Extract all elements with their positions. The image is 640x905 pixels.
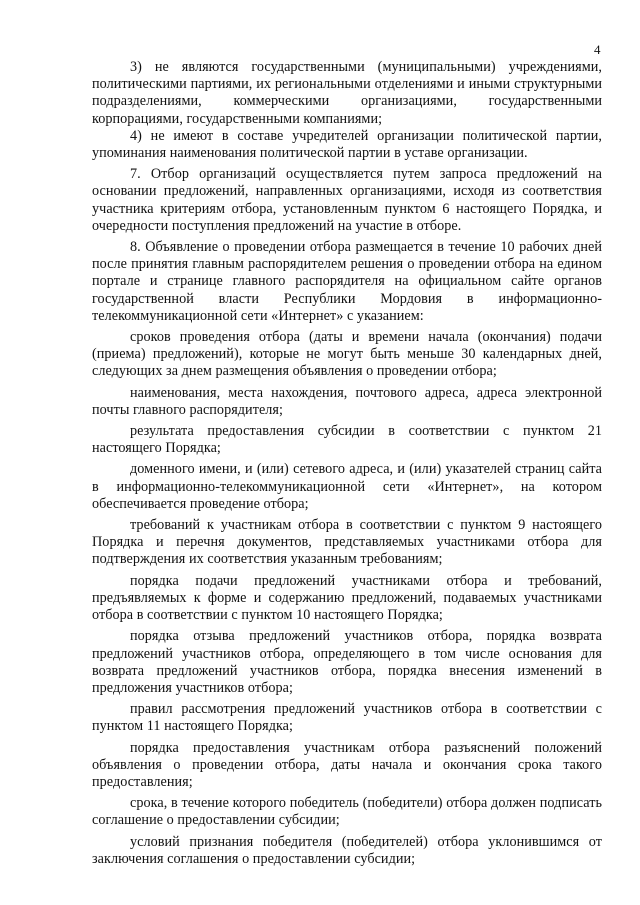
paragraph-clause-7: 7. Отбор организаций осуществляется путем запроса предложений на основании предложений, направленных организациями, исходя из соответствия участника критериям отбора, установленным пунктом 6 настоящего Порядка, и очередности поступления предложений на участие в отборе. [92,166,602,234]
list-item-contacts: наименования, места нахождения, почтового адреса, адреса электронной почты главного распорядителя; [92,384,602,418]
list-item-review-rules: правил рассмотрения предложений участников отбора в соответствии с пунктом 11 настоящего Порядка; [92,701,602,735]
document-body [92,59,602,868]
page-number: 4 [594,42,601,57]
paragraph-clause-8: 8. Объявление о проведении отбора размещается в течение 10 рабочих дней после принятия главным распорядителем решения о проведении отбора на едином портале и странице главного распорядителя на официальном сайте органов государственной власти Республики Мордовия в информационно-телекоммуникационной сети «Интернет» с указанием: [92,239,602,324]
list-item-withdrawal-procedure: порядка отзыва предложений участников отбора, порядка возврата предложений участников отбора, определяющего в том числе основания для возврата предложений участников отбора, порядка внесения изменений в предложения участников отбора; [92,628,602,696]
paragraph-criterion-3: 3) не являются государственными (муниципальными) учреждениями, политическими партиями, их региональными отделениями и иными структурными подразделениями, коммерческими организациями, государственными корпорациями, государственными компаниями; [92,59,602,127]
list-item-submission-procedure: порядка подачи предложений участниками отбора и требований, предъявляемых к форме и содержанию предложений, подаваемых участниками отбора в соответствии с пунктом 10 настоящего Порядка; [92,572,602,624]
list-item-evasion-conditions: условий признания победителя (победителей) отбора уклонившимся от заключения соглашения о предоставлении субсидии; [92,833,602,867]
list-item-result: результата предоставления субсидии в соответствии с пунктом 21 настоящего Порядка; [92,423,602,457]
paragraph-criterion-4: 4) не имеют в составе учредителей организации политической партии, упоминания наименования политической партии в уставе организации. [92,127,602,162]
list-item-deadlines: сроков проведения отбора (даты и времени начала (окончания) подачи (приема) предложений), которые не могут быть меньше 30 календарных дней, следующих за днем размещения объявления о проведении отбора; [92,329,602,380]
list-item-domain: доменного имени, и (или) сетевого адреса, и (или) указателей страниц сайта в информационно-телекоммуникационной сети «Интернет», на котором обеспечивается проведение отбора; [92,461,602,512]
list-item-requirements: требований к участникам отбора в соответствии с пунктом 9 настоящего Порядка и перечня документов, представляемых участниками отбора для подтверждения их соответствия указанным требованиям; [92,517,602,568]
list-item-clarifications: порядка предоставления участникам отбора разъяснений положений объявления о проведении отбора, даты начала и окончания срока такого предоставления; [92,739,602,790]
list-item-signing-deadline: срока, в течение которого победитель (победители) отбора должен подписать соглашение о предоставлении субсидии; [92,795,602,829]
